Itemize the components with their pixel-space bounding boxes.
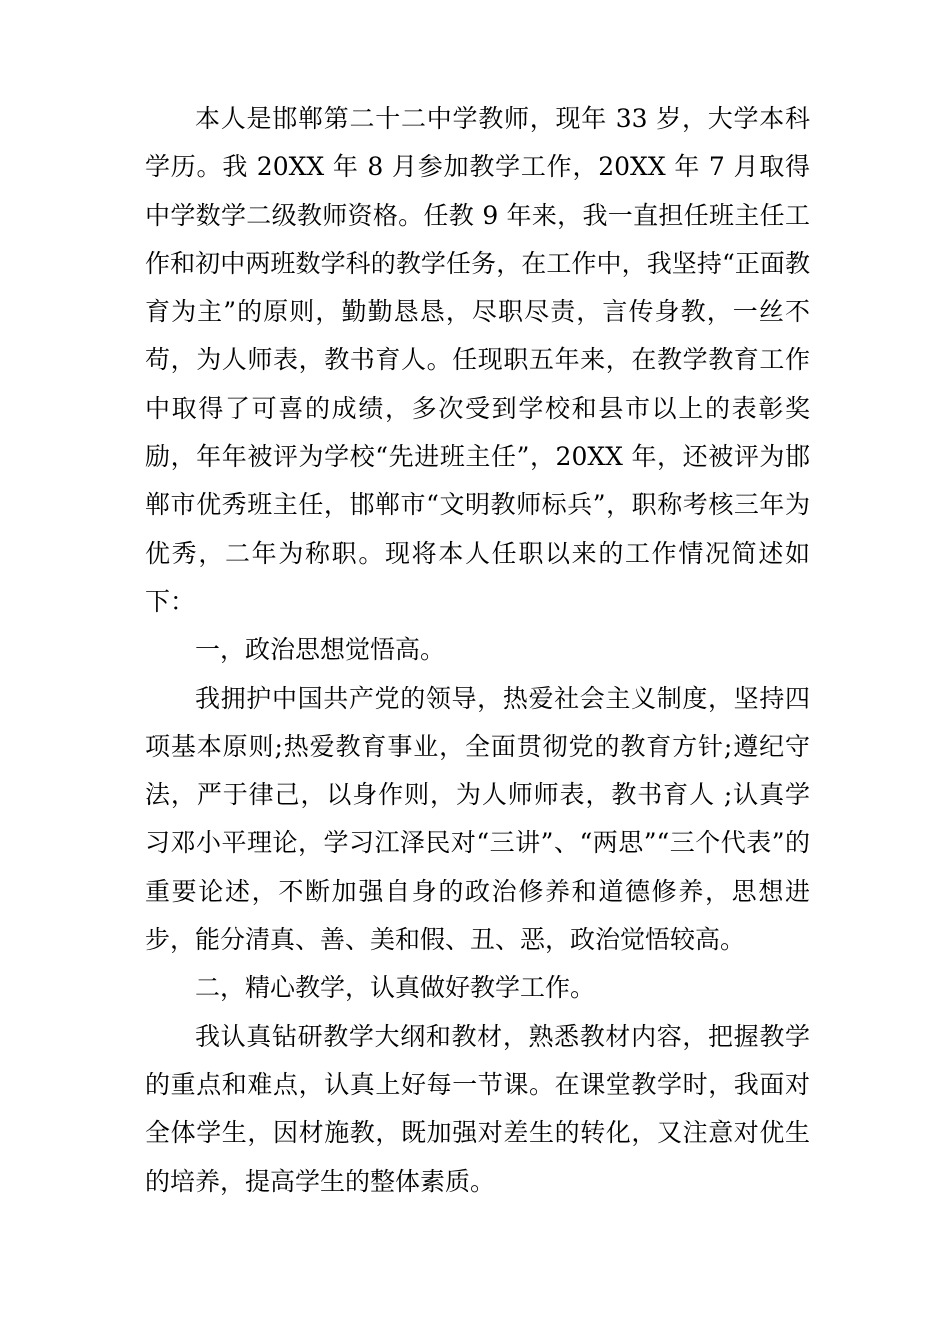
heading-teaching-work: 二，精心教学，认真做好教学工作。	[195, 973, 596, 1003]
paragraph-intro: 本人是邯郸第二十二中学教师，现年 33 岁，大学本科学历。我 20XX 年 8 月参加教学工作，20XX 年 7 月取得中学数学二级教师资格。任教 9 年来，我一直担任班主任工作和初中两班数学科的教学任务，在工作中，我坚持“正面教育为主”的原则，勤勤恳恳，尽职尽责，言传身教，一丝不苟，为人师表，教书育人。任现职五年来，在教学教育工作中取得了可喜的成绩，多次受到学校和县市以上的表彰奖励，年年被评为学校“先进班主任”，20XX 年，还被评为邯郸市优秀班主任，邯郸市“文明教师标兵”，职称考核三年为优秀，二年为称职。现将本人任职以来的工作情况简述如下：	[145, 104, 810, 616]
paragraph-teaching-work: 我认真钻研教学大纲和教材，熟悉教材内容，把握教学的重点和难点，认真上好每一节课。在课堂教学时，我面对全体学生，因材施教，既加强对差生的转化，又注意对优生的培养，提高学生的整体素质。	[145, 1021, 810, 1196]
document-body	[145, 95, 810, 1206]
paragraph-political-awareness: 我拥护中国共产党的领导，热爱社会主义制度，坚持四项基本原则;热爱教育事业，全面贯彻党的教育方针;遵纪守法，严于律己，以身作则，为人师师表，教书育人 ;认真学习邓小平理论，学习江泽民对“三讲”、“两思”“三个代表”的重要论述，不断加强自身的政治修养和道德修养，思想进步，能分清真、善、美和假、丑、恶，政治觉悟较高。	[145, 683, 810, 955]
heading-political-awareness: 一，政治思想觉悟高。	[195, 635, 446, 665]
